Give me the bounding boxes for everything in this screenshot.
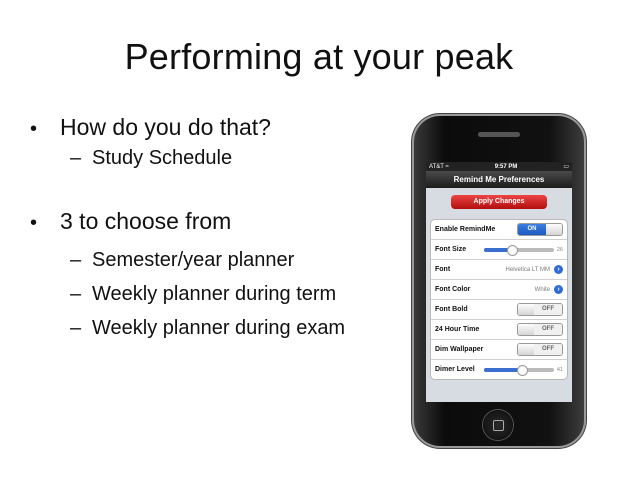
sub-bullet-text: Study Schedule: [92, 147, 233, 169]
pref-label: Enable RemindMe: [435, 226, 496, 233]
dim-wallpaper-toggle[interactable]: [517, 343, 563, 356]
toggle-state: OFF: [534, 304, 562, 315]
carrier-label: AT&T: [429, 163, 444, 170]
sub-bullet-dash: –: [70, 317, 82, 339]
pref-label: Font Color: [435, 286, 471, 293]
bullet-dot: •: [30, 212, 38, 234]
sub-bullet-text: Weekly planner during term: [92, 283, 337, 305]
slider-thumb[interactable]: [507, 245, 518, 256]
battery-icon: ▭: [563, 164, 569, 170]
toggle-state: ON: [518, 224, 546, 235]
toggle-state: OFF: [534, 344, 562, 355]
pref-label: Font Bold: [435, 306, 468, 313]
sub-bullet-dash: –: [70, 147, 82, 169]
pref-row-dimer-level: [431, 360, 567, 379]
toggle-knob: [518, 324, 534, 335]
bullet-list: [30, 112, 410, 342]
pref-row-dim-wallpaper: [431, 340, 567, 360]
dimer-level-slider[interactable]: [484, 368, 554, 372]
pref-label: Dimer Level: [435, 366, 475, 373]
pref-row-enable-remindme: [431, 220, 567, 240]
font-color-value: White: [534, 286, 550, 293]
sub-bullet-item: [70, 314, 410, 342]
pref-label: Dim Wallpaper: [435, 346, 484, 353]
font-size-slider[interactable]: [484, 248, 554, 252]
pref-label: 24 Hour Time: [435, 326, 480, 333]
bullet-item: [30, 112, 410, 144]
font-bold-toggle[interactable]: [517, 303, 563, 316]
24-hour-time-toggle[interactable]: [517, 323, 563, 336]
dimer-level-value: 41: [556, 366, 563, 373]
toggle-knob: [518, 344, 534, 355]
phone-screen: [426, 162, 572, 402]
sub-bullet-item: [70, 144, 410, 172]
status-bar: [426, 162, 572, 171]
wifi-icon: ≈: [445, 163, 449, 170]
enable-remindme-toggle[interactable]: [517, 223, 563, 236]
bullet-item: [30, 206, 410, 238]
pref-row-24-hour-time: [431, 320, 567, 340]
bullet-text: How do you do that?: [60, 114, 271, 140]
nav-title: Remind Me Preferences: [426, 171, 572, 188]
pref-row-font-size: [431, 240, 567, 260]
pref-label: Font Size: [435, 246, 467, 253]
toggle-state: OFF: [534, 324, 562, 335]
pref-label: Font: [435, 266, 451, 273]
font-value: Helvetica LT MM: [505, 266, 550, 273]
toggle-knob: [546, 224, 562, 235]
iphone-image: [414, 116, 584, 446]
slider-thumb[interactable]: [517, 365, 528, 376]
sub-bullet-text: Semester/year planner: [92, 249, 295, 271]
slide-title: Performing at your peak: [124, 36, 514, 77]
phone-speaker: [478, 132, 520, 137]
pref-row-font[interactable]: [431, 260, 567, 280]
preferences-list: [430, 219, 568, 380]
apply-changes-button[interactable]: Apply Changes: [451, 195, 547, 209]
sub-bullet-dash: –: [70, 283, 82, 305]
status-time: 9:57 PM: [494, 163, 518, 170]
home-button-icon[interactable]: [483, 410, 513, 440]
font-size-value: 26: [556, 246, 563, 253]
bullet-dot: •: [30, 118, 38, 140]
sub-bullet-dash: –: [70, 249, 82, 271]
toggle-knob: [518, 304, 534, 315]
pref-row-font-color[interactable]: [431, 280, 567, 300]
sub-bullet-text: Weekly planner during exam: [92, 317, 346, 339]
sub-bullet-item: [70, 246, 410, 274]
disclosure-icon[interactable]: ›: [554, 285, 563, 294]
bullet-text: 3 to choose from: [60, 208, 232, 234]
disclosure-icon[interactable]: ›: [554, 265, 563, 274]
sub-bullet-item: [70, 280, 410, 308]
pref-row-font-bold: [431, 300, 567, 320]
